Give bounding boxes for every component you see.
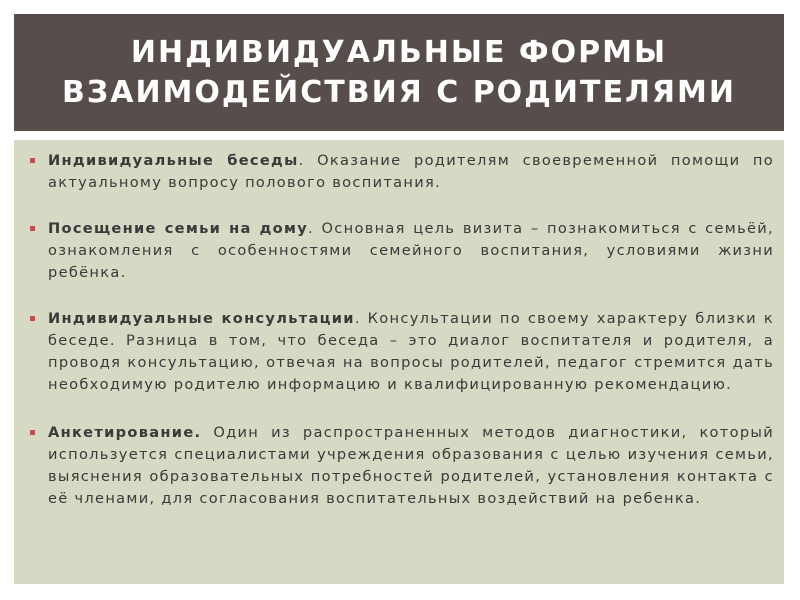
bullet-item-questionnaire [48, 422, 774, 510]
bullet-item-individual-conversations [48, 150, 774, 194]
slide-title-line-1: ИНДИВИДУАЛЬНЫЕ ФОРМЫ [130, 34, 668, 70]
square-bullet-icon [30, 226, 35, 231]
bullet-text: Один из распространенных методов диагностики, который используется специалистами учреждения образования с целью изучения семьи, выяснения образовательных потребностей родителей, установления контакта с её членами, для согласования воспитательных воздействий на ребенка. [48, 424, 774, 507]
bullet-title: Индивидуальные беседы [48, 152, 299, 169]
bullet-title: Посещение семьи на дому [48, 220, 309, 237]
bullet-list [14, 140, 784, 510]
slide-title-line-2: ВЗАИМОДЕЙСТВИЯ С РОДИТЕЛЯМИ [62, 74, 736, 110]
bullet-text: . Оказание родителям своевременной помощи по актуальному вопросу полового воспитания. [48, 152, 774, 191]
square-bullet-icon [30, 430, 35, 435]
bullet-title: Индивидуальные консультации [48, 310, 355, 327]
bullet-item-individual-consultations [48, 308, 774, 396]
slide-title [62, 33, 736, 113]
content-panel [14, 140, 784, 584]
square-bullet-icon [30, 316, 35, 321]
title-bar [14, 14, 784, 131]
bullet-text: . Основная цель визита – познакомиться с семьёй, ознакомления с особенностями семейного воспитания, условиями жизни ребёнка. [48, 220, 774, 281]
bullet-text: . Консультации по своему характеру близки к беседе. Разница в том, что беседа – это диалог воспитателя и родителя, а проводя консультацию, отвечая на вопросы родителей, педагог стремится дать необходимую родителю информацию и квалифицированную рекомендацию. [48, 310, 774, 393]
square-bullet-icon [30, 158, 35, 163]
bullet-item-home-visit [48, 218, 774, 284]
bullet-title: Анкетирование. [48, 424, 202, 441]
